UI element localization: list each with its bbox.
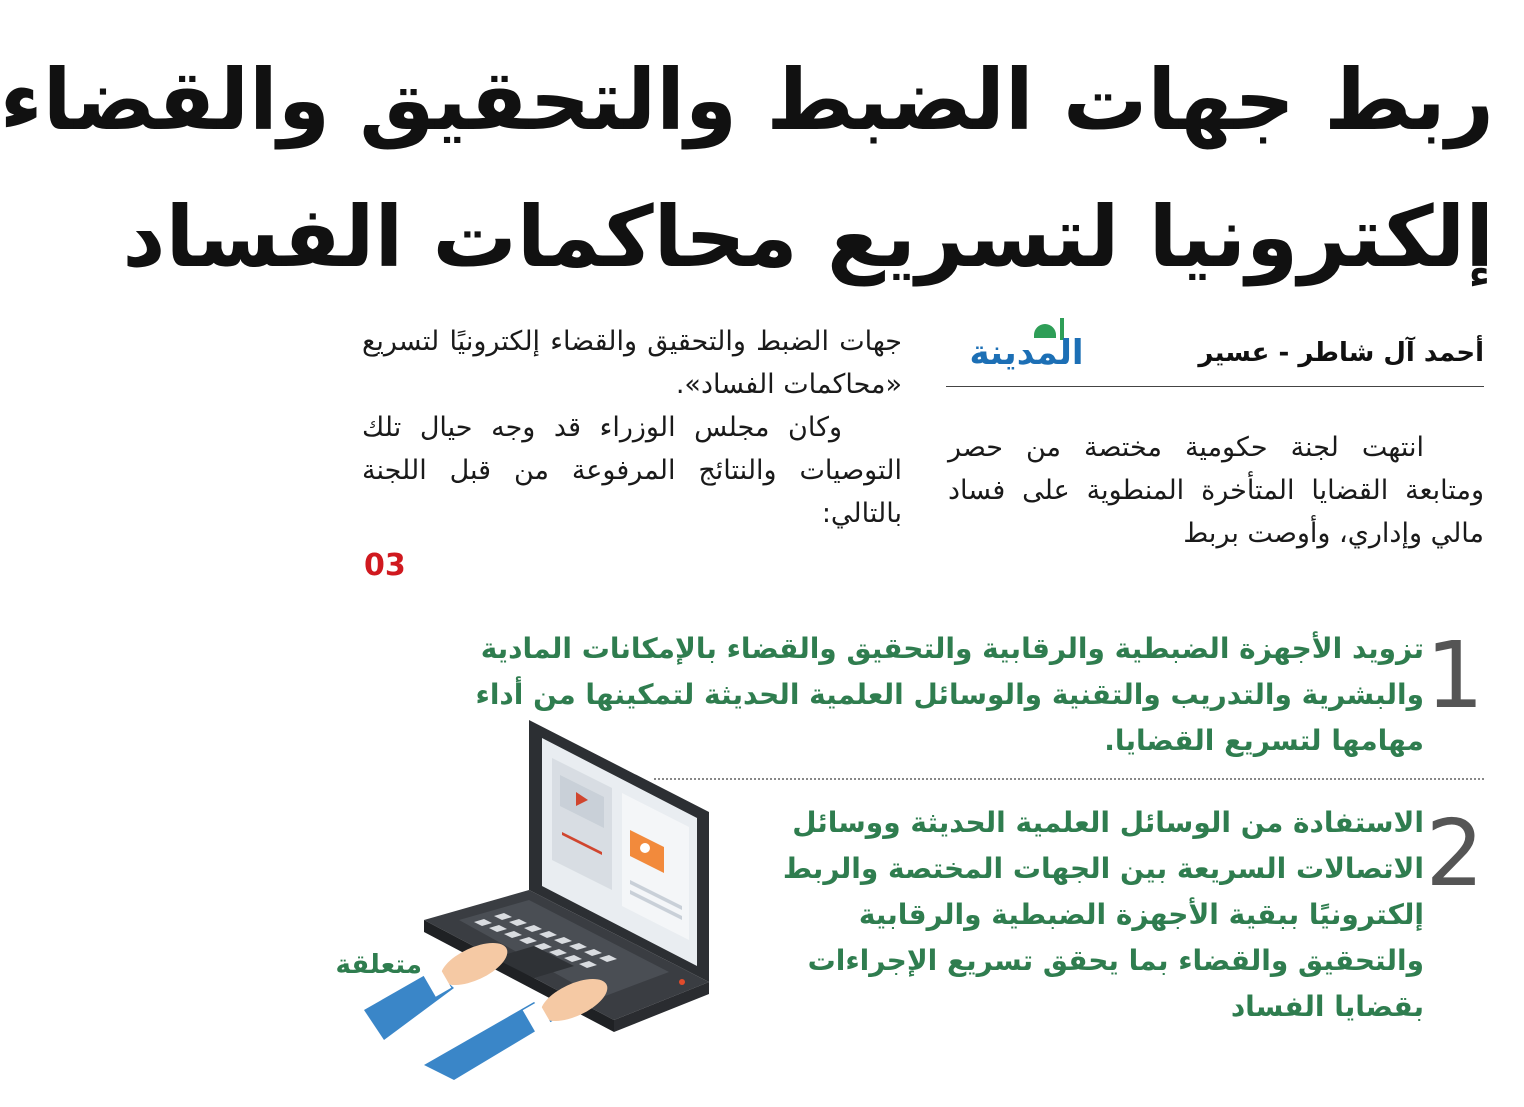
byline-bar xyxy=(946,333,1484,387)
article-column-left xyxy=(362,320,902,535)
page-number: 03 xyxy=(364,548,406,583)
headline-line-1: ربط جهات الضبط والتحقيق والقضاء xyxy=(0,51,1494,149)
article-column-right xyxy=(948,426,1484,555)
article-paragraph: وكان مجلس الوزراء قد وجه حيال تلك التوصيات والنتائج المرفوعة من قبل اللجنة بالتالي: xyxy=(362,412,902,529)
recommendation-number: 2 xyxy=(1425,800,1484,907)
recommendation-text: تزويد الأجهزة الضبطية والرقابية والتحقيق والقضاء بالإمكانات المادية والبشرية والتدريب والتقنية والوسائل العلمية الحديثة لتمكينها من أداء مهامها لتسريع القضايا. xyxy=(475,632,1424,757)
article-paragraph: انتهت لجنة حكومية مختصة من حصر ومتابعة القضايا المتأخرة المنطوية على فساد مالي وإداري، وأوصت بربط xyxy=(948,432,1484,549)
article-paragraph: جهات الضبط والتحقيق والقضاء إلكترونيًا لتسريع «محاكمات الفساد». xyxy=(362,326,902,400)
partial-text: متعلقة xyxy=(335,950,422,980)
newspaper-logo xyxy=(964,324,1089,382)
dotted-divider xyxy=(654,778,1484,780)
power-led xyxy=(679,979,685,985)
laptop-illustration xyxy=(335,720,774,1080)
author-name: أحمد آل شاطر - عسير xyxy=(1198,338,1484,368)
avatar-icon xyxy=(640,843,650,853)
recommendation-number: 1 xyxy=(1425,622,1484,729)
logo-text: المدينة xyxy=(969,333,1084,373)
recommendation-text: الاستفادة من الوسائل العلمية الحديثة ووسائل الاتصالات السريعة بين الجهات المختصة والربط إلكترونيًا ببقية الأجهزة الضبطية والرقابية والتحقيق والقضاء بما يحقق تسريع الإجراءات بقضايا الفساد xyxy=(782,806,1424,1023)
headline-line-2: إلكترونيا لتسريع محاكمات الفساد xyxy=(122,188,1494,286)
